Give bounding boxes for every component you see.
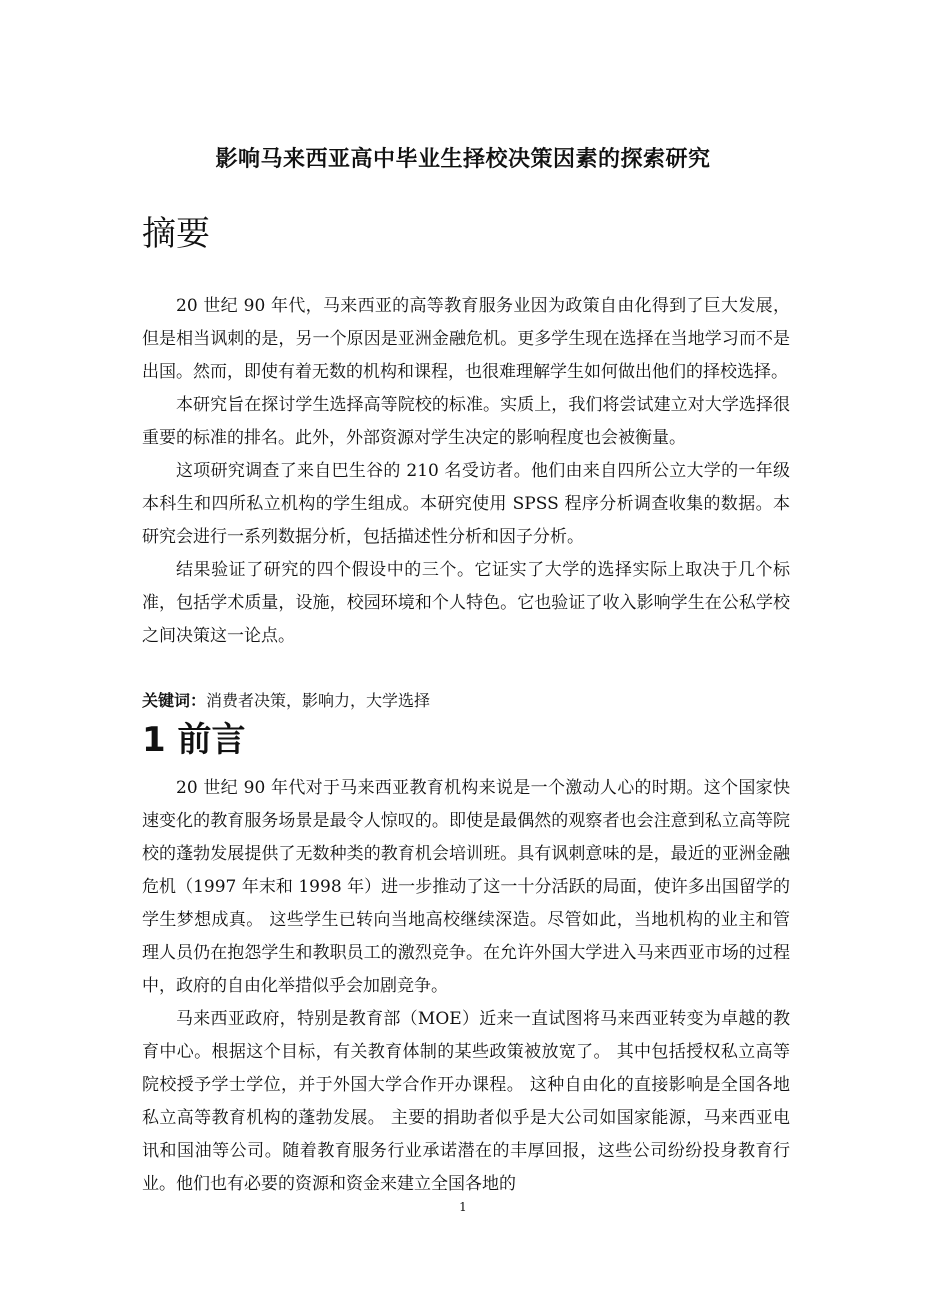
document-title: 影响马来西亚高中毕业生择校决策因素的探索研究: [215, 147, 711, 172]
introduction-paragraph: 20 世纪 90 年代对于马来西亚教育机构来说是一个激动人心的时期。这个国家快速变化的教育服务场景是最令人惊叹的。即使是最偶然的观察者也会注意到私立高等院校的蓬勃发展提供了无数种类的教育机会培训班。具有讽刺意味的是，最近的亚洲金融危机（1997 年末和 1998 年）进一步推动了这一十分活跃的局面，使许多出国留学的学生梦想成真。 这些学生已转向当地高校继续深造。尽管如此，当地机构的业主和管理人员仍在抱怨学生和教职员工的激烈竞争。在允许外国大学进入马来西亚市场的过程中，政府的自由化举措似乎会加剧竞争。: [142, 778, 790, 996]
page-number: 1: [459, 1200, 467, 1214]
abstract-paragraph: 这项研究调查了来自巴生谷的 210 名受访者。他们由来自四所公立大学的一年级本科生和四所私立机构的学生组成。本研究使用 SPSS 程序分析调查收集的数据。本研究会进行一系列数据分析，包括描述性分析和因子分析。: [142, 461, 790, 547]
abstract-paragraph: 结果验证了研究的四个假设中的三个。它证实了大学的选择实际上取决于几个标准，包括学术质量，设施，校园环境和个人特色。它也验证了收入影响学生在公私学校之间决策这一论点。: [142, 560, 790, 646]
abstract-body: [142, 290, 790, 653]
introduction-paragraph: 马来西亚政府，特别是教育部（MOE）近来一直试图将马来西亚转变为卓越的教育中心。根据这个目标，有关教育体制的某些政策被放宽了。 其中包括授权私立高等院校授予学士学位，并于外国大学合作开办课程。 这种自由化的直接影响是全国各地私立高等教育机构的蓬勃发展。 主要的捐助者似乎是大公司如国家能源，马来西亚电讯和国油等公司。随着教育服务行业承诺潜在的丰厚回报，这些公司纷纷投身教育行业。他们也有必要的资源和资金来建立全国各地的: [142, 1009, 790, 1194]
abstract-heading: 摘要: [142, 214, 210, 254]
keywords-label: 关键词：: [142, 691, 207, 710]
section-heading-introduction: 1 前言: [142, 720, 246, 760]
abstract-paragraph: 20 世纪 90 年代，马来西亚的高等教育服务业因为政策自由化得到了巨大发展，但是相当讽刺的是，另一个原因是亚洲金融危机。更多学生现在选择在当地学习而不是出国。然而，即使有着无数的机构和课程，也很难理解学生如何做出他们的择校选择。: [142, 296, 790, 382]
introduction-body: [142, 772, 790, 1201]
keywords-text: 消费者决策，影响力，大学选择: [206, 691, 431, 710]
abstract-paragraph: 本研究旨在探讨学生选择高等院校的标准。实质上，我们将尝试建立对大学选择很重要的标准的排名。此外，外部资源对学生决定的影响程度也会被衡量。: [142, 395, 790, 448]
keywords-line: [142, 686, 430, 716]
